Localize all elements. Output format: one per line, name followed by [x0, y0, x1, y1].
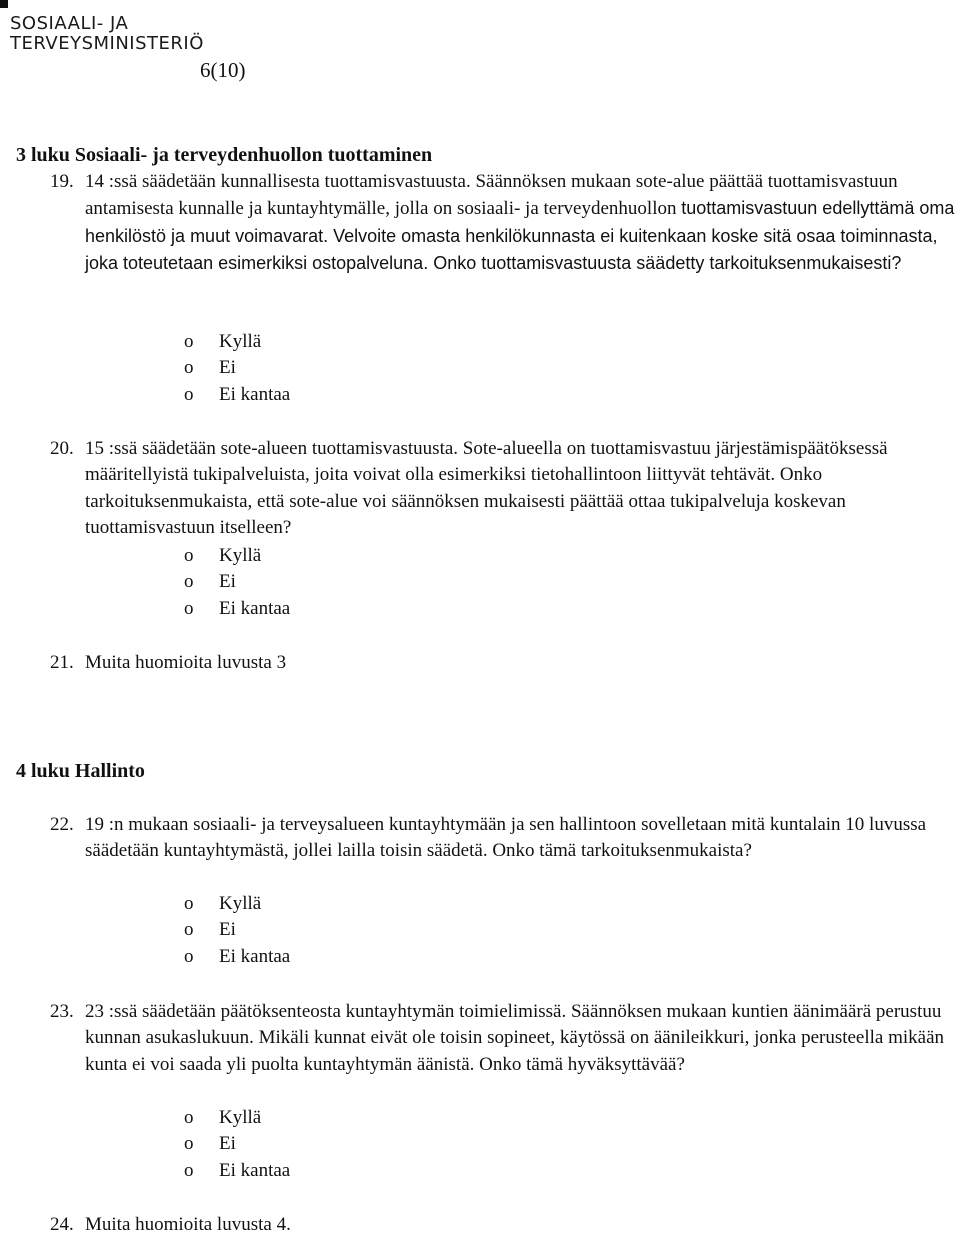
option-label: Ei [219, 571, 236, 592]
option-label: Ei [219, 1133, 236, 1154]
logo-line-1: SOSIAALI- JA [10, 13, 129, 34]
bullet-icon: o [184, 1160, 194, 1181]
bullet-icon: o [184, 545, 194, 566]
bullet-icon: o [184, 893, 194, 914]
question-22-option-no[interactable] [184, 917, 236, 943]
option-label: Ei kantaa [219, 946, 291, 967]
question-23-number: 23. [50, 1001, 74, 1022]
question-19-text [85, 169, 960, 278]
question-19-option-yes[interactable] [184, 329, 261, 355]
ministry-logo [10, 14, 204, 54]
option-label: Ei kantaa [219, 598, 291, 619]
question-23-option-yes[interactable] [184, 1105, 261, 1131]
bullet-icon: o [184, 384, 194, 405]
question-20-number: 20. [50, 438, 74, 459]
logo-square-mark [0, 0, 8, 8]
logo-line-2: TERVEYSMINISTERIÖ [10, 33, 204, 54]
question-24-text: Muita huomioita luvusta 4. [85, 1214, 291, 1235]
question-22-text: 19 :n mukaan sosiaali- ja terveysalueen kuntayhtymään ja sen hallintoon sovelletaan mitä kuntalain 10 luvussa säädetään kuntayhtymästä, jollei lailla toisin säädetä. Onko tämä tarkoituksenmukaista? [85, 814, 927, 862]
bullet-icon: o [184, 571, 194, 592]
bullet-icon: o [184, 357, 194, 378]
question-21-number: 21. [50, 652, 74, 673]
question-22-number: 22. [50, 814, 74, 835]
option-label: Kyllä [219, 545, 262, 566]
question-20-text: 15 :ssä säädetään sote-alueen tuottamisvastuusta. Sote-alueella on tuottamisvastuu järjestämispäätöksessä määritellyistä tukipalveluista, joita voivat olla esimerkiksi tietohallintoon liittyvät tehtävät. Onko tarkoituksenmukaista, että sote-alue voi säännöksen mukaisesti päättää ottaa tukipalveluja koskevan tuottamisvastuun itselleen? [85, 438, 888, 539]
bullet-icon: o [184, 1107, 194, 1128]
question-20-option-no[interactable] [184, 569, 236, 595]
question-22-option-yes[interactable] [184, 891, 261, 917]
question-22-option-no-opinion[interactable] [184, 944, 290, 970]
question-19-text-part-1: 14 :ssä säädetään kunnallisesta tuottamisvastuusta. Säännöksen mukaan sote-alue päättää tuottamisvastuun antamisesta kunnalle ja kuntayhtymälle, jolla on sosiaali- ja terveydenhuollon [85, 171, 898, 220]
page-number: 6(10) [200, 58, 246, 82]
chapter-4-heading: 4 luku Hallinto [16, 760, 145, 782]
question-19-option-no[interactable] [184, 355, 236, 381]
chapter-3-heading: 3 luku Sosiaali- ja terveydenhuollon tuottaminen [16, 144, 433, 166]
option-label: Ei kantaa [219, 1160, 291, 1181]
option-label: Ei [219, 919, 236, 940]
question-20-option-yes[interactable] [184, 543, 261, 569]
bullet-icon: o [184, 598, 194, 619]
option-label: Ei kantaa [219, 384, 291, 405]
question-19-text-part-2: tuottamisvastuun edellyttämä oma henkilöstö ja muut voimavarat. Velvoite omasta henkilökunnasta ei kuitenkaan koske sitä osaa toiminnasta, joka toteutetaan esimerkiksi ostopalveluna. Onko tuottamisvastuusta säädetty tarkoituksenmukaisesti? [85, 198, 955, 274]
question-19-option-no-opinion[interactable] [184, 382, 290, 408]
bullet-icon: o [184, 331, 194, 352]
question-19-number: 19. [50, 171, 74, 192]
option-label: Kyllä [219, 893, 262, 914]
option-label: Kyllä [219, 1107, 262, 1128]
question-21-text: Muita huomioita luvusta 3 [85, 652, 287, 673]
bullet-icon: o [184, 946, 194, 967]
bullet-icon: o [184, 1133, 194, 1154]
question-23-option-no[interactable] [184, 1131, 236, 1157]
question-23-text: 23 :ssä säädetään päätöksenteosta kuntayhtymän toimielimissä. Säännöksen mukaan kuntien äänimäärä perustuu kunnan asukaslukuun. Mikäli kunnat eivät ole toisin sopineet, käytössä on äänileikkuri, jonka perusteella mikään kunta ei voi saada yli puolta kuntayhtymän äänistä. Onko tämä hyväksyttävää? [85, 1001, 945, 1075]
option-label: Ei [219, 357, 236, 378]
question-23-option-no-opinion[interactable] [184, 1158, 290, 1184]
question-24-number: 24. [50, 1214, 74, 1235]
option-label: Kyllä [219, 331, 262, 352]
bullet-icon: o [184, 919, 194, 940]
question-20-option-no-opinion[interactable] [184, 596, 290, 622]
